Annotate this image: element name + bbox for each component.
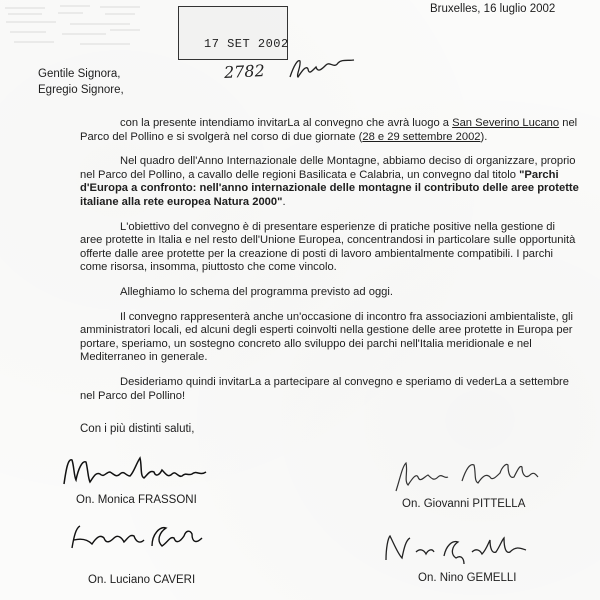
text-span: con la presente intendiamo invitarLa al convegno che avrà luogo a — [120, 117, 453, 129]
event-dates: 28 e 29 settembre 2002 — [362, 130, 481, 143]
text-span: . — [282, 195, 286, 208]
paragraph-invitation — [80, 117, 580, 144]
conference-title: "Parchi d'Europa a confronto: nell'anno internazionale delle montagne il contributo delle aree protette italiane alla rete europea Natura 2000" — [80, 168, 579, 208]
text-span: Nel quadro dell'Anno Internazionale delle Montagne, abbiamo deciso di organizzare, proprio nel Parco del Pollino, a cavallo delle regioni Basilicata e Calabria, un convegno dal titolo — [80, 155, 576, 181]
place-name: San Severino Lucano — [452, 117, 560, 129]
protocol-number: 2782 — [223, 60, 266, 83]
signature-gemelli — [380, 530, 530, 566]
paragraph-meeting: Il convegno rappresenterà anche un'occasione di incontro fra associazioni ambientaliste, gli amministratori locali, ed alcuni degli esperti coinvolti nella gestione delle aree protette in Europa per portare, speriamo, un sostegno concreto allo sviluppo dei parchi nell'Italia meridionale e nel Mediterraneo in generale. — [80, 310, 574, 364]
signatory-name: On. Giovanni PITTELLA — [402, 498, 526, 510]
signature-pittella — [390, 455, 540, 495]
paragraph-attachment: Alleghiamo lo schema del programma previsto ad oggi. — [120, 285, 393, 298]
signatory-name: On. Luciano CAVERI — [88, 574, 196, 586]
text-span: nel Parco del Pollino e si svolgerà nel corso di due giornate ( — [80, 117, 578, 143]
paragraph-context — [80, 155, 580, 209]
signatory-name: On. Nino GEMELLI — [418, 572, 517, 584]
bleed-through-marks — [0, 0, 150, 50]
paragraph-invite-again: Desideriamo quindi invitarLa a partecipare al convegno e speriamo di vederLa a settembre nel Parco del Pollino! — [80, 375, 569, 402]
handwritten-initials — [286, 55, 356, 81]
signature-caveri — [68, 518, 208, 554]
salutation-line: Gentile Signora, — [38, 68, 121, 80]
signatory-name: On. Monica FRASSONI — [76, 494, 197, 506]
letter-body — [80, 117, 580, 414]
receipt-stamp-box — [178, 6, 288, 60]
signature-frassoni — [60, 450, 210, 490]
salutation-line: Egregio Signore, — [38, 84, 124, 96]
letter-date: Bruxelles, 16 luglio 2002 — [430, 3, 556, 15]
text-span: ). — [480, 130, 488, 143]
stamp-date: 17 SET 2002 — [204, 37, 289, 51]
paragraph-objective: L'obiettivo del convegno è di presentare esperienze di pratiche positive nella gestione di aree protette in Italia e nel resto dell'Unione Europea, concentrandosi in particolare sulle opportunità offerte dalle aree protette per la creazione di posti di lavoro ambientalmente compatibili. I parchi come risorsa, insomma, piuttosto che come vincolo. — [80, 220, 576, 274]
salutation — [38, 66, 124, 98]
closing-line: Con i più distinti saluti, — [80, 423, 195, 435]
